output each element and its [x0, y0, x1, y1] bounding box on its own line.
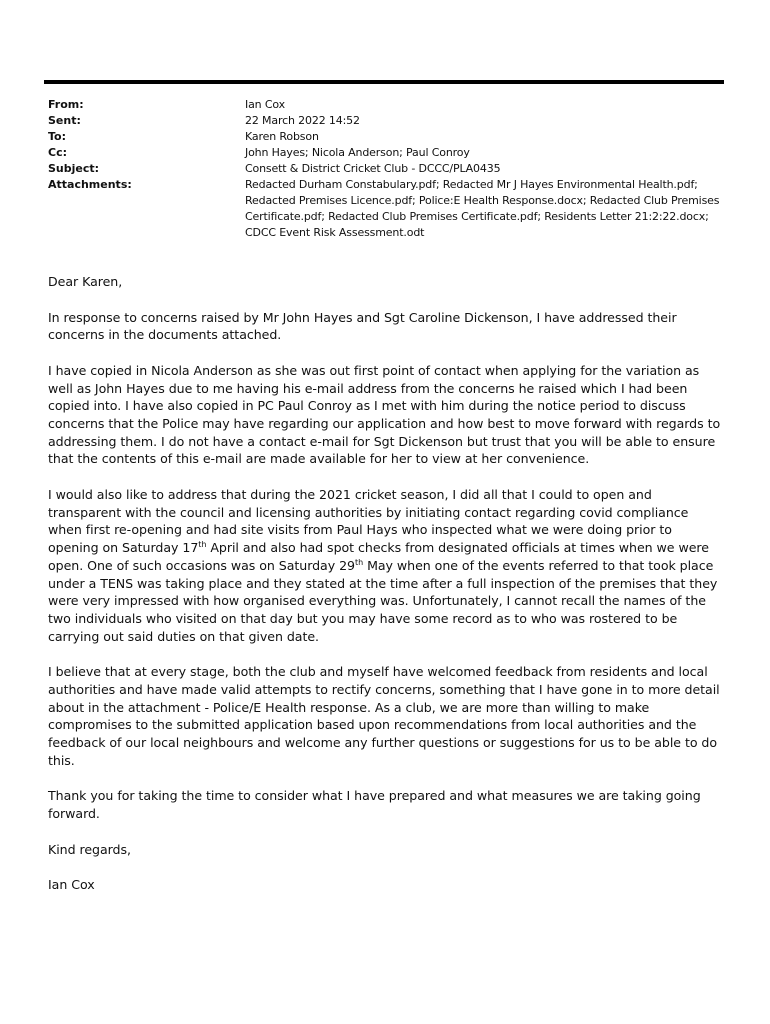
from-value: Ian Cox — [245, 98, 285, 111]
signature: Ian Cox — [48, 877, 95, 893]
paragraph-copied: I have copied in Nicola Anderson as she was out first point of contact when applying for the variation as well as John Hayes due to me having his e-mail address from the concerns he raised which I had been copied into. I have also copied in PC Paul Conroy as I met with him during the notice period to discuss concerns that the Police may have regarding our application and how best to move forward with regards to addressing them. I do not have a contact e-mail for Sgt Dickenson but trust that you will be able to ensure that the contents of this e-mail are made available for her to view at her convenience. — [48, 362, 721, 467]
attachments-label: Attachments: — [48, 178, 132, 191]
sent-value: 22 March 2022 14:52 — [245, 114, 360, 127]
paragraph-season-part-1: I would also like to address that during the 2021 cricket season, I did all that I could to open and transparent with the council and licensing authorities by initiating contact regarding covid compliance when first re-opening and had site visits from Paul Hays who inspected what we were doing prior to opening on Saturday 17 — [48, 487, 689, 556]
paragraph-season-part-3: May when one of the events referred to that took place under a TENS was taking place and they stated at the time after a full inspection of the premises that they were very impressed with how organised everything was. Unfortunately, I cannot recall the names of the two individuals who visited on that day but you may have some record as to who was rostered to be carrying out said duties on that given date. — [48, 557, 718, 644]
subject-row — [48, 161, 728, 177]
ordinal-suffix-1: th — [198, 539, 207, 549]
from-label: From: — [48, 98, 84, 111]
closing: Kind regards, — [48, 841, 131, 857]
greeting: Dear Karen, — [48, 274, 123, 289]
paragraph-season — [48, 486, 724, 645]
subject-value: Consett & District Cricket Club - DCCC/PLA0435 — [245, 162, 501, 175]
sent-row — [48, 113, 728, 129]
attachments-row — [48, 177, 728, 241]
paragraph-concerns: In response to concerns raised by Mr John Hayes and Sgt Caroline Dickenson, I have addressed their concerns in the documents attached. — [48, 309, 677, 343]
paragraph-feedback: I believe that at every stage, both the club and myself have welcomed feedback from residents and local authorities and have made valid attempts to rectify concerns, something that I have gone in to more detail about in the attachment - Police/E Health response. As a club, we are more than willing to make compromises to the submitted application based upon recommendations from local authorities and the feedback of our local neighbours and welcome any further questions or suggestions for us to be able to do this. — [48, 664, 720, 768]
header-divider — [44, 80, 724, 84]
attachments-value: Redacted Durham Constabulary.pdf; Redacted Mr J Hayes Environmental Health.pdf; Redacted Premises Licence.pdf; Police:E Health Response.docx; Redacted Club Premises Certificate.pdf; Redacted Club Premises Certificate.pdf; Residents Letter 21:2:22.docx; CDCC Event Risk Assessment.odt — [245, 178, 720, 239]
cc-label: Cc: — [48, 146, 67, 159]
ordinal-suffix-2: th — [355, 557, 364, 567]
sent-label: Sent: — [48, 114, 81, 127]
cc-row — [48, 145, 728, 161]
email-header — [48, 97, 728, 241]
to-row — [48, 129, 728, 145]
paragraph-season-part-2: April and also had spot checks from designated officials at times when we were open. One of such occasions was on Saturday 29 — [48, 540, 709, 573]
paragraph-thanks: Thank you for taking the time to consider what I have prepared and what measures we are taking going forward. — [48, 788, 701, 822]
cc-value: John Hayes; Nicola Anderson; Paul Conroy — [245, 146, 470, 159]
to-label: To: — [48, 130, 66, 143]
email-body — [48, 273, 724, 912]
subject-label: Subject: — [48, 162, 100, 175]
from-row — [48, 97, 728, 113]
to-value: Karen Robson — [245, 130, 319, 143]
